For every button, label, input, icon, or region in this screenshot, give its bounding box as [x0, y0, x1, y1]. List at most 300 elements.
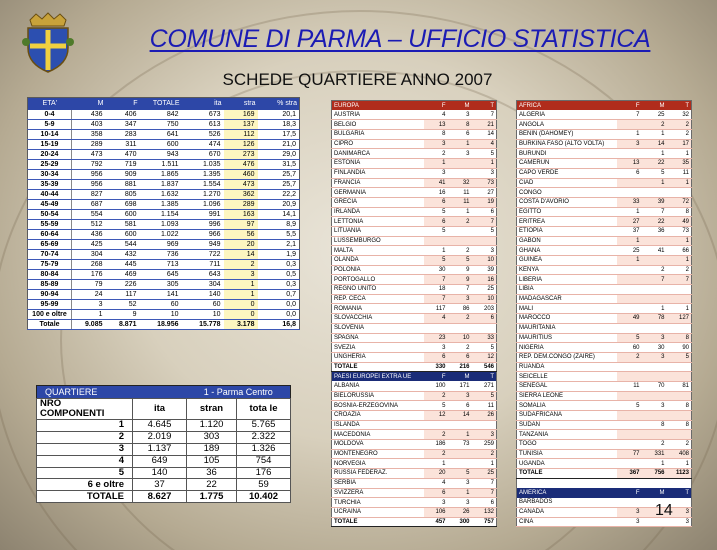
table-cell: 698: [106, 199, 140, 209]
table-cell: [667, 294, 692, 304]
row-label: MADAGASCAR: [517, 294, 617, 304]
table-cell: 6: [424, 197, 448, 207]
table-row: [517, 372, 692, 382]
table-cell: 9: [448, 275, 472, 285]
table-cell: 18.956: [140, 319, 182, 329]
row-label: BOSNIA-ERZEGOVINA: [332, 401, 424, 411]
row-label: COSTA D'AVORIO: [517, 197, 617, 207]
col-header: EUROPA: [332, 101, 424, 111]
row-label: 40-44: [28, 189, 72, 199]
table-cell: [667, 411, 692, 421]
quartiere-table: [36, 385, 291, 503]
row-label: 5-9: [28, 119, 72, 129]
table-row: [517, 459, 692, 469]
col-header: TOTALE: [140, 98, 182, 110]
row-label: 25-29: [28, 159, 72, 169]
table-cell: 470: [106, 149, 140, 159]
table-cell: 22: [642, 217, 667, 227]
row-label: KENYA: [517, 265, 617, 275]
table-cell: 30: [642, 343, 667, 353]
table-cell: 6: [424, 488, 448, 498]
table-row: [28, 309, 300, 319]
row-label: CROAZIA: [332, 411, 424, 421]
table-cell: 5.765: [237, 420, 291, 432]
table-cell: 3: [642, 333, 667, 343]
table-row: [332, 352, 497, 362]
europa-table: [331, 100, 497, 527]
table-cell: 1: [424, 159, 448, 169]
table-cell: 127: [667, 314, 692, 324]
table-cell: 27: [617, 217, 642, 227]
table-cell: [448, 168, 472, 178]
table-cell: [667, 391, 692, 401]
row-label: BURUNDI: [517, 149, 617, 159]
row-label: 20-24: [28, 149, 72, 159]
col-header: M: [448, 101, 472, 111]
table-cell: 1: [72, 309, 106, 319]
table-cell: 20: [424, 469, 448, 479]
table-cell: 90: [667, 343, 692, 353]
table-row: [517, 265, 692, 275]
table-cell: 3: [617, 517, 642, 527]
table-cell: 2: [642, 265, 667, 275]
table-cell: 1: [667, 236, 692, 246]
table-cell: 2: [472, 449, 497, 459]
row-label: SVIZZERA: [332, 488, 424, 498]
table-row: [517, 149, 692, 159]
table-cell: 2: [424, 449, 448, 459]
table-row: [28, 239, 300, 249]
table-row: [37, 431, 291, 443]
table-cell: [448, 420, 472, 430]
table-cell: 3: [448, 110, 472, 120]
table-cell: 5: [642, 168, 667, 178]
table-row: [517, 391, 692, 401]
table-cell: 0,0: [258, 309, 300, 319]
row-label: BENIN (DAHOMEY): [517, 130, 617, 140]
table-row: [332, 381, 497, 391]
table-cell: 300: [448, 517, 472, 527]
row-label: SERBIA: [332, 478, 424, 488]
row-label: BARBADOS: [517, 498, 617, 508]
table-row: [517, 256, 692, 266]
table-cell: 25: [472, 285, 497, 295]
table-cell: 283: [106, 129, 140, 139]
row-label: ROMANIA: [332, 304, 424, 314]
table-row: [332, 226, 497, 236]
col-header: F: [106, 98, 140, 110]
table-cell: 1: [667, 178, 692, 188]
table-row: [517, 449, 692, 459]
table-row: [332, 110, 497, 120]
row-label: REP. DEM.CONGO (ZAIRE): [517, 352, 617, 362]
table-row: [332, 507, 497, 517]
table-cell: [617, 323, 642, 333]
table-cell: [642, 236, 667, 246]
table-row: [332, 304, 497, 314]
row-label: MACEDONIA: [332, 430, 424, 440]
row-label: EGITTO: [517, 207, 617, 217]
table-cell: 59: [237, 479, 291, 491]
table-cell: 754: [237, 455, 291, 467]
table-cell: 5: [424, 226, 448, 236]
table-row: [28, 139, 300, 149]
table-cell: 330: [424, 362, 448, 372]
table-cell: 0,5: [258, 269, 300, 279]
section-header: M: [448, 372, 472, 382]
table-cell: 10: [448, 333, 472, 343]
row-label: MALTA: [332, 246, 424, 256]
table-cell: [472, 236, 497, 246]
table-cell: 687: [72, 199, 106, 209]
quartiere-label: QUARTIERE: [37, 386, 187, 399]
table-row: [28, 259, 300, 269]
table-cell: [667, 362, 692, 372]
table-cell: 1: [224, 289, 258, 299]
table-cell: 13: [617, 159, 642, 169]
table-row: [332, 469, 497, 479]
table-row: [517, 139, 692, 149]
table-row: [517, 430, 692, 440]
table-cell: 581: [106, 219, 140, 229]
table-row: [332, 236, 497, 246]
table-cell: 7: [424, 275, 448, 285]
row-label: 30-34: [28, 169, 72, 179]
table-cell: 1.775: [187, 491, 237, 503]
col-header: stra: [224, 98, 258, 110]
row-label: AUSTRIA: [332, 110, 424, 120]
table-cell: 3: [424, 498, 448, 508]
table-cell: 474: [182, 139, 224, 149]
row-label: 55-59: [28, 219, 72, 229]
table-cell: 117: [424, 304, 448, 314]
table-cell: [667, 285, 692, 295]
table-cell: 311: [106, 139, 140, 149]
table-cell: 14: [642, 139, 667, 149]
table-cell: 8: [667, 401, 692, 411]
col-header: tota le: [237, 399, 291, 420]
table-cell: 25: [472, 469, 497, 479]
table-cell: 0,3: [258, 259, 300, 269]
table-cell: 60: [617, 343, 642, 353]
table-cell: 554: [72, 209, 106, 219]
table-cell: 3: [472, 430, 497, 440]
row-label: CONGO: [517, 188, 617, 198]
table-cell: 29,0: [258, 149, 300, 159]
row-label: BURKINA FASO (ALTO VOLTA): [517, 139, 617, 149]
table-cell: 3: [224, 269, 258, 279]
row-label: POLONIA: [332, 265, 424, 275]
row-label: BULGARIA: [332, 130, 424, 140]
table-cell: 2.322: [237, 431, 291, 443]
row-label: GUINEA: [517, 256, 617, 266]
table-cell: [617, 430, 642, 440]
table-cell: 9: [448, 265, 472, 275]
table-cell: 26: [472, 411, 497, 421]
table-row: [517, 343, 692, 353]
table-cell: 176: [237, 467, 291, 479]
table-cell: 3: [424, 343, 448, 353]
table-cell: 996: [182, 219, 224, 229]
table-cell: 1.385: [140, 199, 182, 209]
table-cell: 1.093: [140, 219, 182, 229]
table-cell: 15.778: [182, 319, 224, 329]
table-row: [332, 149, 497, 159]
table-cell: 9: [106, 309, 140, 319]
table-cell: [642, 188, 667, 198]
table-cell: 7: [424, 294, 448, 304]
col-header: ETA': [28, 98, 72, 110]
row-label: 75-79: [28, 259, 72, 269]
row-label: 70-74: [28, 249, 72, 259]
row-label: GHANA: [517, 246, 617, 256]
table-cell: 909: [106, 169, 140, 179]
row-label: CAPO VERDE: [517, 168, 617, 178]
table-cell: 1: [642, 130, 667, 140]
table-cell: 403: [72, 119, 106, 129]
table-cell: [617, 285, 642, 295]
table-row: [28, 149, 300, 159]
table-cell: 27: [472, 188, 497, 198]
table-cell: 3: [72, 299, 106, 309]
table-cell: [617, 149, 642, 159]
table-cell: 600: [140, 139, 182, 149]
table-cell: 2: [667, 130, 692, 140]
row-label: NORVEGIA: [332, 459, 424, 469]
table-row: [517, 197, 692, 207]
table-cell: 1: [642, 459, 667, 469]
table-cell: 304: [72, 249, 106, 259]
table-cell: 1: [617, 207, 642, 217]
table-row: [517, 314, 692, 324]
row-label: TOGO: [517, 440, 617, 450]
table-cell: [448, 449, 472, 459]
table-cell: 10: [472, 256, 497, 266]
table-row: [332, 197, 497, 207]
section-header: AMERICA: [517, 488, 617, 498]
table-cell: 1.096: [182, 199, 224, 209]
table-cell: 1.154: [140, 209, 182, 219]
table-cell: 1.837: [140, 179, 182, 189]
table-cell: 432: [106, 249, 140, 259]
table-row: [332, 391, 497, 401]
table-row: [28, 319, 300, 329]
table-row: [28, 209, 300, 219]
table-cell: 3: [617, 139, 642, 149]
table-cell: 842: [140, 110, 182, 120]
table-cell: 37: [617, 226, 642, 236]
table-row: [332, 343, 497, 353]
table-cell: 7: [642, 275, 667, 285]
coat-of-arms-logo: [22, 12, 74, 74]
table-cell: 1.395: [182, 169, 224, 179]
table-cell: [617, 411, 642, 421]
table-cell: 1,9: [258, 249, 300, 259]
row-label: SIERRA LEONE: [517, 391, 617, 401]
table-cell: 7: [642, 207, 667, 217]
table-row: [517, 178, 692, 188]
table-cell: 2: [642, 440, 667, 450]
row-label: 10-14: [28, 129, 72, 139]
table-cell: 3: [667, 517, 692, 527]
row-label: UGANDA: [517, 459, 617, 469]
table-cell: 268: [72, 259, 106, 269]
spacer-row: [517, 478, 692, 488]
table-row: [332, 411, 497, 421]
table-cell: 1123: [667, 469, 692, 479]
row-label: LIBERIA: [517, 275, 617, 285]
table-cell: 2: [667, 440, 692, 450]
row-label: ERITREA: [517, 217, 617, 227]
table-cell: 13: [424, 120, 448, 130]
table-cell: 600: [106, 209, 140, 219]
table-cell: 24: [72, 289, 106, 299]
section-header: F: [424, 372, 448, 382]
table-cell: 1.035: [182, 159, 224, 169]
table-cell: 0: [224, 309, 258, 319]
row-label: SVEZIA: [332, 343, 424, 353]
table-cell: 1: [448, 139, 472, 149]
col-header: NRO COMPONENTI: [37, 399, 133, 420]
table-row: [28, 119, 300, 129]
table-cell: 5: [617, 333, 642, 343]
table-cell: 6: [448, 130, 472, 140]
table-cell: 18,3: [258, 119, 300, 129]
table-cell: 1.865: [140, 169, 182, 179]
row-label: MOLDOVA: [332, 440, 424, 450]
row-label: REGNO UNITO: [332, 285, 424, 295]
table-row: [37, 491, 291, 503]
table-row: [517, 110, 692, 120]
table-cell: 6: [472, 207, 497, 217]
row-label: UCRAINA: [332, 507, 424, 517]
table-cell: [642, 391, 667, 401]
table-cell: 126: [224, 139, 258, 149]
table-cell: 358: [72, 129, 106, 139]
table-cell: 3: [642, 401, 667, 411]
table-cell: 22: [642, 159, 667, 169]
table-cell: [642, 285, 667, 295]
table-cell: 966: [182, 229, 224, 239]
row-label: MALI: [517, 304, 617, 314]
table-cell: 3: [448, 294, 472, 304]
table-cell: 544: [106, 239, 140, 249]
table-cell: 1: [667, 256, 692, 266]
table-cell: 169: [224, 110, 258, 120]
table-row: [517, 226, 692, 236]
table-cell: 5: [667, 352, 692, 362]
table-cell: [617, 120, 642, 130]
table-cell: 226: [106, 279, 140, 289]
table-cell: 216: [448, 362, 472, 372]
table-cell: 827: [72, 189, 106, 199]
table-cell: 16: [424, 188, 448, 198]
table-cell: 805: [106, 189, 140, 199]
table-cell: 303: [187, 431, 237, 443]
table-row: [332, 440, 497, 450]
row-label: LITUANIA: [332, 226, 424, 236]
row-label: 2: [37, 431, 133, 443]
table-row: [332, 188, 497, 198]
table-cell: 408: [667, 449, 692, 459]
table-cell: 73: [667, 226, 692, 236]
table-cell: [448, 323, 472, 333]
table-cell: 2: [667, 120, 692, 130]
table-row: [517, 285, 692, 295]
table-cell: 1.270: [182, 189, 224, 199]
table-cell: 436: [72, 110, 106, 120]
table-cell: 6: [424, 352, 448, 362]
table-row: [332, 430, 497, 440]
table-cell: [617, 265, 642, 275]
table-row: [28, 129, 300, 139]
table-cell: 8: [642, 420, 667, 430]
table-cell: [617, 362, 642, 372]
table-cell: 14,1: [258, 209, 300, 219]
section-header: PAESI EUROPEI EXTRA UE: [332, 372, 424, 382]
table-cell: 33: [472, 333, 497, 343]
table-cell: [448, 226, 472, 236]
table-cell: 3: [448, 478, 472, 488]
row-label: SLOVENIA: [332, 323, 424, 333]
row-label: 85-89: [28, 279, 72, 289]
table-row: [517, 236, 692, 246]
table-row: [332, 265, 497, 275]
table-cell: 367: [617, 469, 642, 479]
table-cell: 406: [106, 110, 140, 120]
table-row: [28, 279, 300, 289]
table-row: [332, 314, 497, 324]
table-row: [28, 110, 300, 120]
table-cell: 2: [448, 343, 472, 353]
table-cell: 8: [448, 120, 472, 130]
col-header: AFRICA: [517, 101, 617, 111]
table-cell: 5,5: [258, 229, 300, 239]
table-row: [28, 269, 300, 279]
table-cell: 41: [424, 178, 448, 188]
row-label: ESTONIA: [332, 159, 424, 169]
row-label: TOTALE: [37, 491, 133, 503]
table-row: [332, 362, 497, 372]
table-cell: 1: [667, 149, 692, 159]
table-cell: [667, 323, 692, 333]
row-label: BIELORUSSIA: [332, 391, 424, 401]
table-row: [517, 207, 692, 217]
table-row: [28, 249, 300, 259]
row-label: SLOVACCHIA: [332, 314, 424, 324]
row-label: TURCHIA: [332, 498, 424, 508]
table-cell: 5: [424, 207, 448, 217]
table-cell: 670: [182, 149, 224, 159]
table-cell: 6: [617, 168, 642, 178]
table-row: [517, 130, 692, 140]
table-row: [517, 401, 692, 411]
table-cell: 362: [224, 189, 258, 199]
row-label: SENEGAL: [517, 381, 617, 391]
table-cell: 271: [472, 381, 497, 391]
section-header: M: [642, 488, 667, 498]
row-label: MAURITIUS: [517, 333, 617, 343]
table-cell: 460: [224, 169, 258, 179]
table-cell: 77: [617, 449, 642, 459]
table-cell: 1: [667, 459, 692, 469]
table-cell: 5: [472, 149, 497, 159]
row-label: MONTENEGRO: [332, 449, 424, 459]
table-cell: 1.022: [140, 229, 182, 239]
page-number: 14: [655, 502, 673, 519]
table-cell: 2: [642, 120, 667, 130]
row-label: DANIMARCA: [332, 149, 424, 159]
